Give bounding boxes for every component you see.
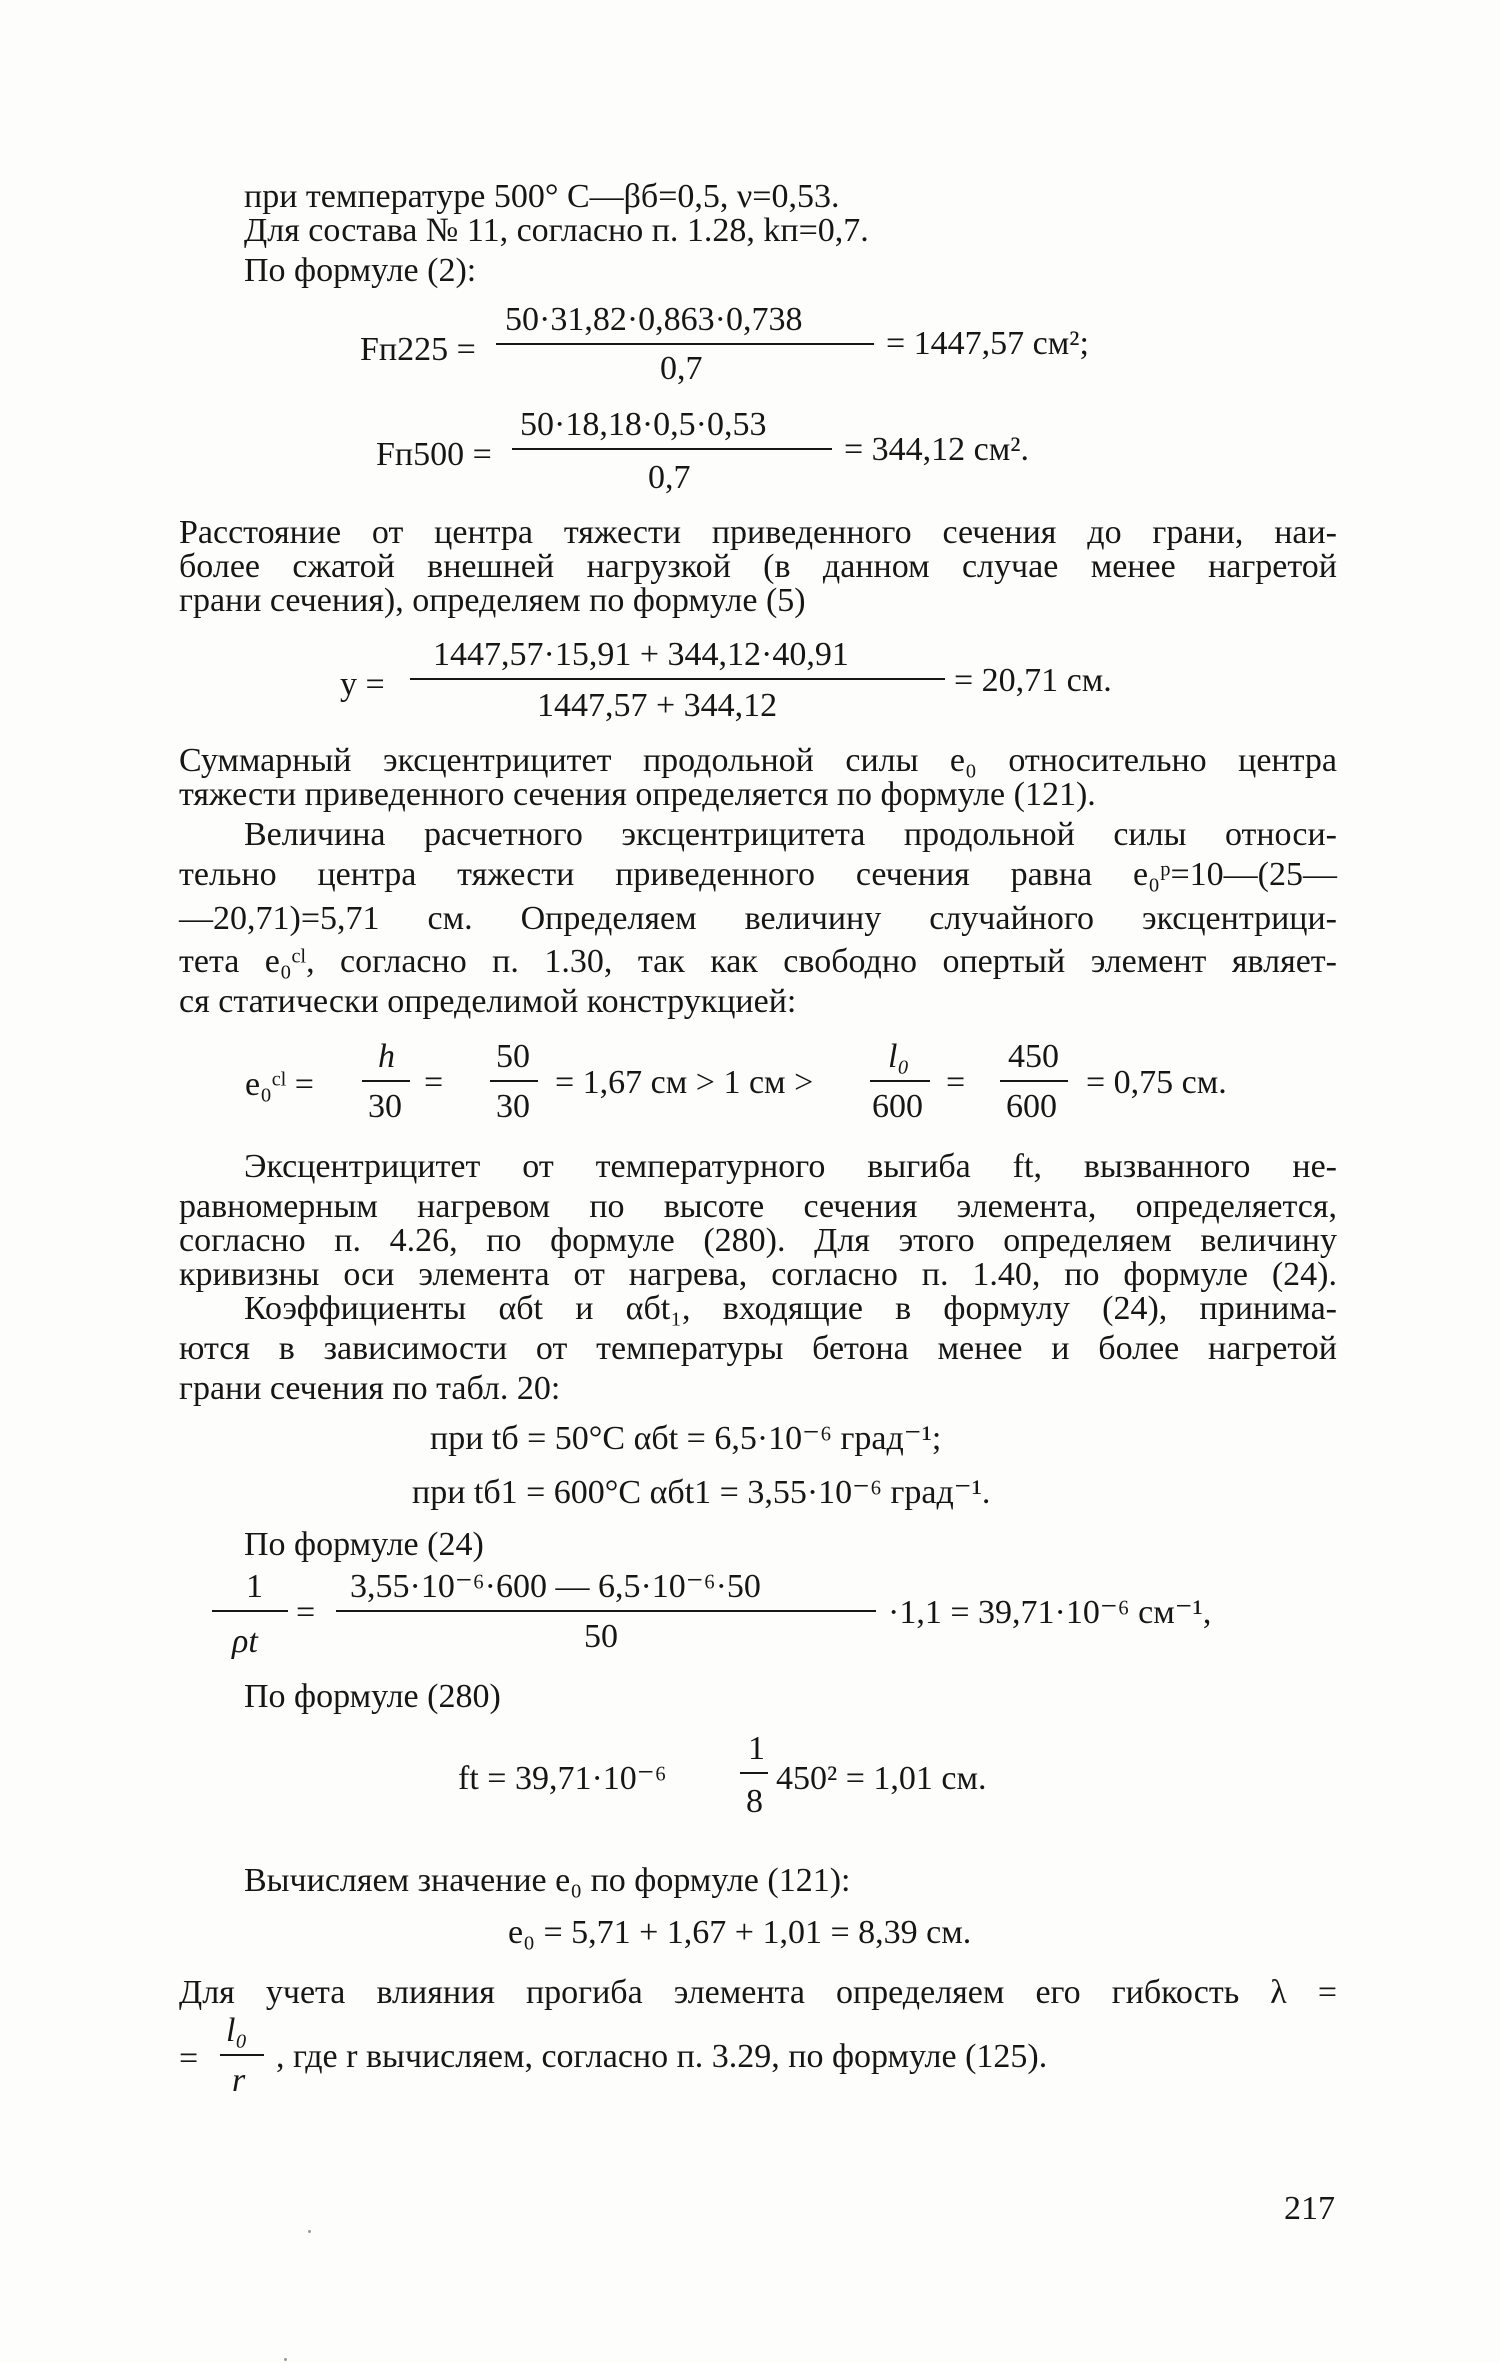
fraction-denominator: ρt	[232, 1623, 258, 1660]
paragraph-line: согласно п. 4.26, по формуле (280). Для этого определяем величину	[179, 1222, 1337, 1259]
equals-sign: =	[424, 1064, 444, 1101]
paragraph-line: ются в зависимости от температуры бетона менее и более нагретой	[179, 1330, 1337, 1367]
equals-sign: =	[946, 1064, 966, 1101]
coefficient-line: при tб = 50°С αбt = 6,5·10⁻⁶ град⁻¹;	[430, 1420, 942, 1457]
text-line: при температуре 500° С—βб=0,5, ν=0,53.	[244, 178, 840, 215]
text-line: По формуле (280)	[244, 1678, 501, 1715]
text-line: Вычисляем значение e₀ по формуле (121):	[244, 1862, 851, 1899]
fraction-bar	[870, 1080, 930, 1082]
paragraph-line: тета e₀ᶜˡ, согласно п. 1.30, так как свободно опертый элемент являет-	[179, 943, 1337, 980]
formula-lhs: ft = 39,71·10⁻⁶	[458, 1760, 667, 1797]
paragraph-line: Суммарный эксцентрицитет продольной силы e₀ относительно центра	[179, 742, 1337, 779]
formula-lhs: y =	[340, 666, 385, 703]
fraction-denominator: 50	[584, 1618, 618, 1655]
paragraph-line: —20,71)=5,71 см. Определяем величину случайного эксцентрици-	[179, 900, 1337, 937]
fraction-bar	[490, 1080, 538, 1082]
fraction-numerator: 50·18,18·0,5·0,53	[520, 406, 767, 443]
fraction-bar	[336, 1610, 876, 1612]
equals-sign: =	[179, 2040, 199, 2077]
text-line: По формуле (2):	[244, 252, 477, 289]
fraction-bar	[362, 1080, 410, 1082]
paragraph-line: Величина расчетного эксцентрицитета продольной силы относи-	[244, 816, 1337, 853]
fraction-numerator: 1447,57·15,91 + 344,12·40,91	[433, 636, 849, 673]
text-line: Для состава № 11, согласно п. 1.28, kп=0,7.	[244, 212, 869, 249]
paragraph-line: Расстояние от центра тяжести приведенного сечения до грани, наи-	[179, 514, 1337, 551]
fraction-bar	[410, 678, 945, 680]
fraction-denominator: 30	[496, 1088, 530, 1125]
formula-rhs: ·1,1 = 39,71·10⁻⁶ см⁻¹,	[888, 1594, 1212, 1631]
page-number: 217	[1284, 2190, 1335, 2227]
paragraph-line: кривизны оси элемента от нагрева, согласно п. 1.40, по формуле (24).	[179, 1256, 1337, 1293]
formula-rhs: = 20,71 см.	[954, 662, 1112, 699]
paragraph-line: тельно центра тяжести приведенного сечения равна e₀ᵖ=10—(25—	[179, 856, 1337, 893]
fraction-bar	[496, 343, 874, 345]
formula-rhs: = 1447,57 см²;	[886, 325, 1089, 362]
fraction-denominator: 30	[368, 1088, 402, 1125]
formula-rhs: = 344,12 см².	[844, 431, 1029, 468]
paragraph-line: грани сечения по табл. 20:	[179, 1370, 561, 1407]
fraction-numerator: 50	[496, 1038, 530, 1075]
paragraph-line: ся статически определимой конструкцией:	[179, 983, 797, 1020]
fraction-bar	[740, 1772, 768, 1774]
formula-lhs: Fп500 =	[376, 436, 492, 473]
fraction-denominator: 600	[872, 1088, 923, 1125]
formula-lhs: Fп225 =	[360, 331, 476, 368]
paragraph-line: Коэффициенты αбt и αбt₁, входящие в формулу (24), принима-	[244, 1290, 1337, 1327]
fraction-denominator: 1447,57 + 344,12	[537, 687, 778, 724]
paragraph-line: более сжатой внешней нагрузкой (в данном случае менее нагретой	[179, 548, 1337, 585]
fraction-numerator: l₀	[888, 1038, 910, 1075]
fraction-bar	[220, 2054, 264, 2056]
fraction-bar	[1000, 1080, 1068, 1082]
formula-lhs: e₀ᶜˡ =	[245, 1066, 314, 1103]
paragraph-line: Эксцентрицитет от температурного выгиба ft, вызванного не-	[244, 1148, 1337, 1185]
paragraph-line: грани сечения), определяем по формуле (5)	[179, 582, 806, 619]
text-line: По формуле (24)	[244, 1526, 484, 1563]
paragraph-line: тяжести приведенного сечения определяется по формуле (121).	[179, 776, 1096, 813]
fraction-numerator: 1	[246, 1568, 263, 1605]
fraction-bar	[212, 1610, 288, 1612]
fraction-bar	[512, 448, 832, 450]
fraction-numerator: l₀	[226, 2012, 248, 2049]
formula-e0: e₀ = 5,71 + 1,67 + 1,01 = 8,39 см.	[508, 1914, 972, 1951]
fraction-denominator: 0,7	[660, 350, 703, 387]
fraction-numerator: 450	[1008, 1038, 1059, 1075]
coefficient-line: при tб1 = 600°С αбt1 = 3,55·10⁻⁶ град⁻¹.	[412, 1474, 991, 1511]
paragraph-line: , где r вычисляем, согласно п. 3.29, по формуле (125).	[276, 2038, 1048, 2075]
formula-middle: = 1,67 см > 1 см >	[555, 1064, 814, 1101]
fraction-denominator: 8	[746, 1783, 763, 1820]
paragraph-line: равномерным нагревом по высоте сечения элемента, определяется,	[179, 1188, 1337, 1225]
formula-rhs: 450² = 1,01 см.	[776, 1760, 987, 1797]
fraction-denominator: 600	[1006, 1088, 1057, 1125]
fraction-numerator: h	[378, 1038, 395, 1075]
scan-speck	[284, 2358, 287, 2361]
equals-sign: =	[296, 1594, 316, 1631]
fraction-numerator: 50·31,82·0,863·0,738	[505, 301, 803, 338]
scan-speck	[308, 2230, 311, 2233]
fraction-numerator: 3,55·10⁻⁶·600 — 6,5·10⁻⁶·50	[350, 1568, 761, 1605]
fraction-denominator: r	[232, 2062, 246, 2099]
fraction-numerator: 1	[748, 1730, 765, 1767]
paragraph-line: Для учета влияния прогиба элемента определяем его гибкость λ =	[179, 1974, 1337, 2011]
fraction-denominator: 0,7	[648, 459, 691, 496]
formula-rhs: = 0,75 см.	[1086, 1064, 1227, 1101]
